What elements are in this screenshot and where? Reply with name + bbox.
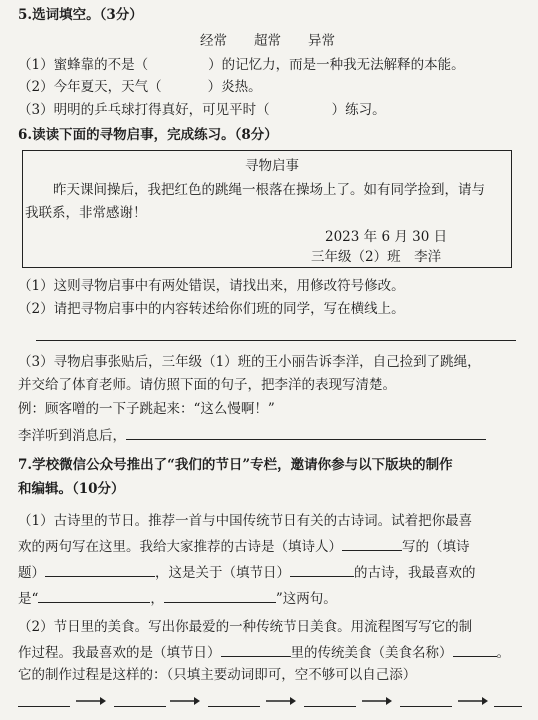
q7-p1-text-f: 是“ (18, 591, 39, 607)
q6-sub-1: （1）这则寻物启事中有两处错误，请找出来，用修改符号修改。 (18, 278, 405, 294)
poem-line-2-blank[interactable] (164, 588, 276, 603)
poem-line-1-blank[interactable] (38, 588, 150, 603)
q6-answer-line[interactable] (36, 340, 516, 341)
step-blank-3[interactable] (208, 692, 260, 707)
q6-answer-row (18, 425, 486, 445)
q5-item-3 (18, 101, 386, 119)
q7-p2-text-b: 里的传统美食（美食名称） (290, 645, 453, 661)
q6-example: 例：顾客噌的一下子跳起来：“这么慢啊！” (18, 401, 275, 417)
q7-p1-text-g: ， (150, 591, 164, 607)
q5-item-2-part-b: ）炎热。 (207, 79, 262, 95)
q6-sub-3-line-1: （3）寻物启事张贴后，三年级（1）班的王小丽告诉李洋，自己捡到了跳绳， (18, 354, 481, 370)
notice-signer: 三年级（2）班 李洋 (311, 249, 442, 265)
poem-title-blank[interactable] (45, 562, 155, 577)
q7-title-line-1: 7.学校微信公众号推出了“我们的节日”专栏，邀请你参与以下版块的制作 (18, 457, 453, 473)
q7-p2-text-c: 。 (496, 645, 510, 661)
notice-body-line-1: 昨天课间操后，我把红色的跳绳一根落在操场上了。如有同学捡到，请与 (53, 182, 485, 198)
q5-item-3-part-a: （3）明明的乒乓球打得真好，可见平时（ (18, 102, 270, 118)
q7-p2-line-2 (18, 642, 510, 662)
q6-answer-blank[interactable] (126, 425, 486, 440)
notice-body-line-2: 我联系，非常感谢！ (25, 205, 147, 221)
q5-item-1 (18, 56, 465, 74)
q5-item-3-part-b: ）练习。 (331, 102, 386, 118)
food-name-blank[interactable] (453, 642, 497, 657)
notice-heading: 寻物启事 (245, 158, 299, 174)
step-blank-4[interactable] (304, 692, 356, 707)
q5-word-bank: 经常 超常 异常 (200, 33, 335, 49)
q6-sub-2: （2）请把寻物启事中的内容转述给你们班的同学，写在横线上。 (18, 301, 405, 317)
process-flowchart (18, 688, 523, 710)
q7-p1-text-a: 欢的两句写在这里。我给大家推荐的古诗是（填诗人） (18, 539, 342, 555)
q7-p1-text-d: ，这是关于（填节日） (155, 565, 290, 581)
q7-p1-text-h: ”这两句。 (275, 591, 337, 607)
q7-p2-line-1: （2）节日里的美食。写出你最爱的一种传统节日美食。用流程图写写它的制 (18, 619, 473, 635)
q7-p2-line-3: 它的制作过程是这样的：（只填主要动词即可，空不够可以自己添） (18, 667, 417, 683)
poet-blank[interactable] (342, 536, 402, 551)
arrow-right-icon (458, 696, 488, 706)
q5-title: 5.选词填空。（3分） (18, 7, 143, 23)
step-blank-2[interactable] (114, 692, 166, 707)
festival-blank[interactable] (290, 562, 354, 577)
step-blank-5[interactable] (400, 692, 452, 707)
q7-p1-text-c: 题） (18, 565, 45, 581)
q5-item-2 (18, 78, 262, 96)
q7-p1-line-2 (18, 536, 470, 556)
q7-p1-line-4 (18, 588, 337, 608)
q5-item-1-part-b: ）的记忆力，而是一种我无法解释的本能。 (208, 57, 465, 73)
q7-p1-text-e: 的古诗，我最喜欢的 (354, 565, 476, 581)
q7-title-line-2: 和编辑。（10分） (18, 481, 125, 497)
q6-answer-prefix: 李洋听到消息后， (18, 428, 126, 444)
q7-p1-text-b: 写的（填诗 (402, 539, 470, 555)
q6-title: 6.读读下面的寻物启事，完成练习。（8分） (18, 127, 278, 143)
q5-item-1-part-a: （1）蜜蜂靠的不是（ (18, 57, 149, 73)
arrow-right-icon (362, 696, 392, 706)
q6-sub-3-line-2: 并交给了体育老师。请仿照下面的句子，把李洋的表现写清楚。 (18, 377, 396, 393)
q7-p1-line-3 (18, 562, 476, 582)
lost-notice-box (22, 150, 512, 268)
food-festival-blank[interactable] (221, 642, 291, 657)
q7-p2-text-a: 作过程。我最喜欢的是（填节日） (18, 645, 221, 661)
arrow-right-icon (76, 696, 106, 706)
notice-date: 2023 年 6 月 30 日 (325, 229, 448, 245)
step-blank-6[interactable] (494, 692, 522, 707)
arrow-right-icon (170, 696, 200, 706)
step-blank-1[interactable] (18, 692, 70, 707)
q5-item-2-part-a: （2）今年夏天，天气（ (18, 79, 162, 95)
arrow-right-icon (266, 696, 296, 706)
q7-p1-line-1: （1）古诗里的节日。推荐一首与中国传统节日有关的古诗词。试着把你最喜 (18, 513, 473, 529)
